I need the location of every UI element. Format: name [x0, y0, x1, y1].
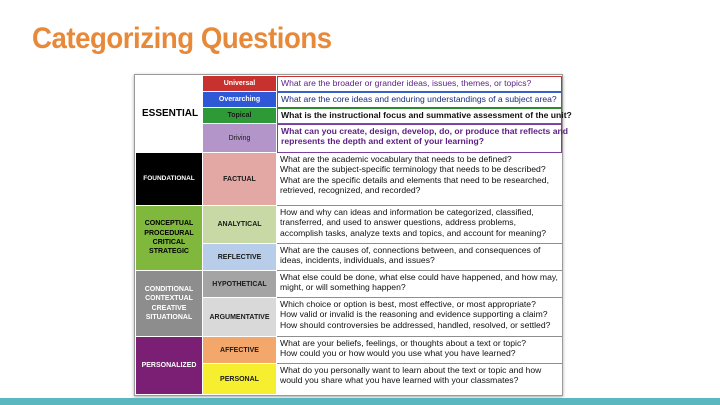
stem-line: What are the subject-specific terminology that needs to be described?: [280, 164, 546, 175]
stem-line: Which choice or option is best, most effective, or most appropriate?: [280, 299, 536, 309]
stem-factual: [277, 153, 562, 206]
bottom-accent-bar: [0, 398, 720, 405]
stem-line: What are the academic vocabulary that needs to be defined?: [280, 154, 512, 164]
type-hypothetical: HYPOTHETICAL: [203, 271, 276, 298]
stem-line: How valid or invalid is the reasoning and evidence supporting a claim?: [280, 309, 548, 320]
type-topical: Topical: [203, 108, 276, 124]
category-foundational: FOUNDATIONAL: [136, 153, 202, 206]
type-overarching: Overarching: [203, 92, 276, 108]
stem-line: What are the causes of, connections between, and consequences of: [280, 245, 541, 255]
stem-line: How and why can ideas and information be categorized, classified,: [280, 207, 534, 217]
stem-affective: [277, 337, 562, 364]
stem-hypothetical: [277, 271, 562, 298]
stem-line: How could you or how would you use what you have learned?: [280, 348, 516, 359]
stem-driving: [277, 124, 568, 153]
stem-line: What are the specific details and elements that need to be researched,: [280, 174, 549, 185]
category-conceptual: CONCEPTUAL PROCEDURAL CRITICAL STRATEGIC: [136, 206, 202, 271]
stem-line: What else could be done, what else could have happened, and how may,: [280, 272, 558, 282]
category-essential: ESSENTIAL: [136, 76, 202, 153]
stem-line: transferred, and used to answer questions, address problems,: [280, 217, 516, 228]
stem-line: How should controversies be addressed, handled, resolved, or settled?: [280, 319, 551, 330]
stem-line: What is the instructional focus and summative assessment of the unit?: [281, 110, 572, 120]
stem-line: What can you create, design, develop, do, or produce that reflects and: [281, 126, 568, 136]
category-personalized: PERSONALIZED: [136, 337, 202, 395]
stem-argumentative: [277, 298, 562, 337]
type-argumentative: ARGUMENTATIVE: [203, 298, 276, 337]
type-personal: PERSONAL: [203, 364, 276, 395]
stem-line: might, or will something happen?: [280, 282, 406, 293]
question-categories-table: [134, 74, 572, 396]
stem-line: retrieved, recognized, and recorded?: [280, 185, 421, 196]
type-driving: Driving: [203, 124, 276, 153]
stem-line: What are your beliefs, feelings, or thoughts about a text or topic?: [280, 338, 527, 348]
type-factual: FACTUAL: [203, 153, 276, 206]
stem-reflective: [277, 244, 562, 271]
stem-line: would you share what you have learned with your classmates?: [280, 375, 519, 386]
type-analytical: ANALYTICAL: [203, 206, 276, 244]
stem-analytical: [277, 206, 562, 244]
stem-line: accomplish tasks, analyze texts and topics, and account for meaning?: [280, 227, 547, 238]
type-universal: Universal: [203, 76, 276, 92]
stem-personal: [277, 364, 562, 395]
stem-line: What are the core ideas and enduring understandings of a subject area?: [281, 94, 557, 104]
stem-line: ideas, incidents, individuals, and issues?: [280, 255, 435, 266]
stem-line: What are the broader or grander ideas, issues, themes, or topics?: [281, 78, 532, 88]
category-conditional: CONDITIONAL CONTEXTUAL CREATIVE SITUATIONAL: [136, 271, 202, 337]
slide-title: Categorizing Questions: [32, 22, 332, 55]
stem-universal: [277, 76, 562, 92]
stem-line: represents the depth and extent of your learning?: [281, 136, 484, 147]
type-affective: AFFECTIVE: [203, 337, 276, 364]
stem-topical: [277, 108, 572, 124]
stem-overarching: [277, 92, 562, 108]
type-reflective: REFLECTIVE: [203, 244, 276, 271]
stem-line: What do you personally want to learn about the text or topic and how: [280, 365, 542, 375]
